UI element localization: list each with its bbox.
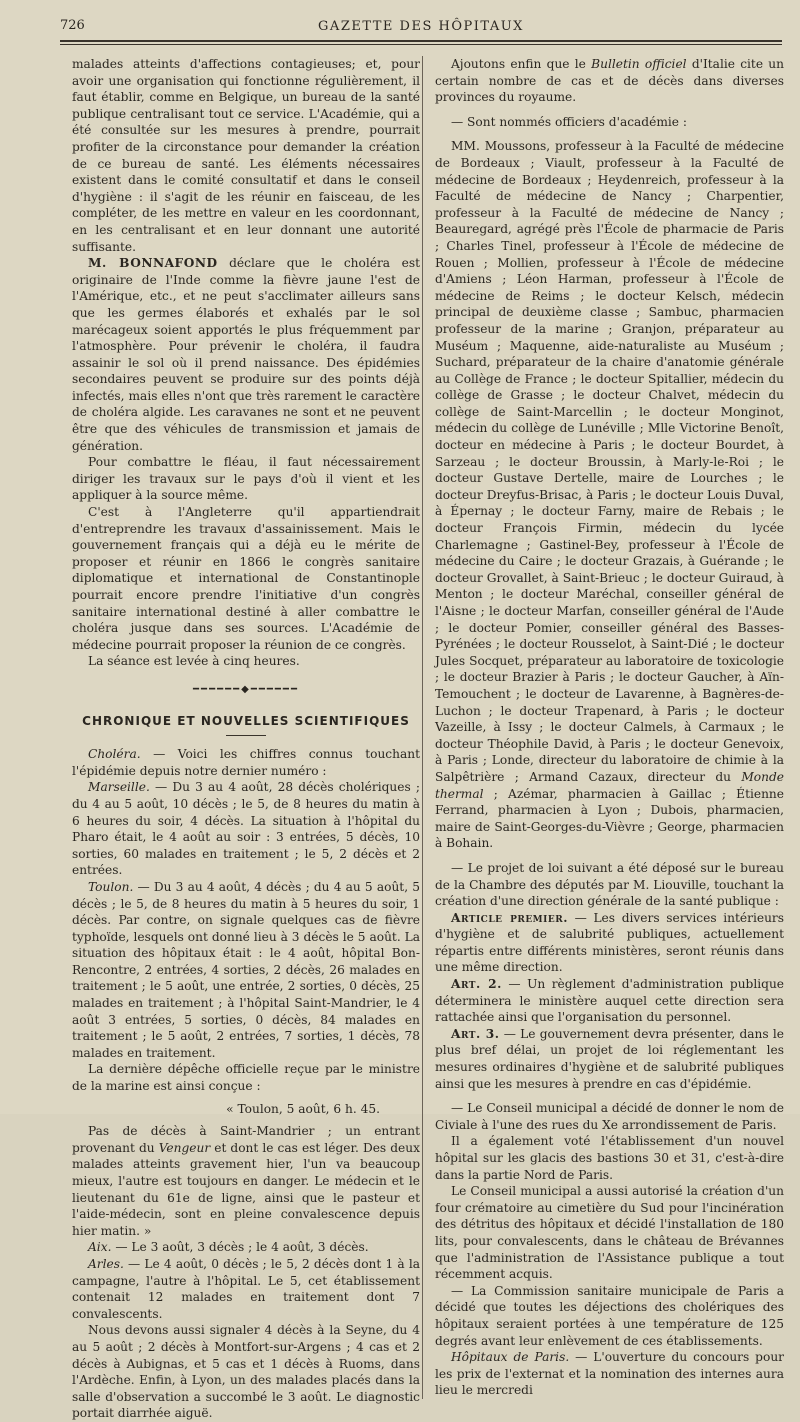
item-label: Marseille. [88,780,150,795]
item-label: Hôpitaux de Paris. [451,1350,570,1365]
paragraph-marseille [72,779,420,879]
item-label: Aix. [88,1240,112,1255]
item-text: — Le 4 août, 0 décès ; le 5, 2 décès dont 1 à la campagne, l'autre à l'hôpital. Le 5, cet établissement contenait 12 malades en traitement dont 7 convalescents. [72,1256,420,1321]
publication-name: Monde thermal [435,769,784,801]
section-rule [226,735,266,736]
article-label: Art. 3. [451,1026,500,1041]
paragraph: Pour combattre le fléau, il faut nécessairement diriger les travaux sur le pays d'où il vient et les appliquer à la source même. [72,455,420,503]
section-title: CHRONIQUE ET NOUVELLES SCIENTIFIQUES [82,713,410,728]
article-label: Art. 2. [451,977,502,992]
paragraph: — Le Conseil municipal a décidé de donner le nom de Civiale à l'une des rues du Xe arrondissement de Paris. [435,1101,784,1132]
paragraph: Il a également voté l'établissement d'un nouvel hôpital sur les glacis des bastions 30 et 31, c'est-à-dire dans la partie Nord de Paris. [435,1134,784,1182]
journal-title: GAZETTE DES HÔPITAUX [318,19,524,34]
page-header [60,10,782,42]
item-text: — Le 3 août, 3 décès ; le 4 août, 3 décès. [111,1240,369,1255]
right-column [422,56,784,1399]
paragraph: — Le projet de loi suivant a été déposé sur le bureau de la Chambre des députés par M. Liouville, touchant la création d'une direction générale de la santé publique : [435,860,784,909]
paragraph-dispatch [72,1123,420,1239]
paragraph-toulon [72,879,420,1062]
article-3 [435,1026,784,1092]
speaker-name: M. BONNAFOND [88,256,218,271]
spacer [435,130,784,138]
paragraph-hopitaux [435,1349,784,1399]
paragraph-bulletin [435,56,784,106]
header-rule [60,44,782,45]
paragraph: Nous devons aussi signaler 4 décès à la Seyne, du 4 au 5 août ; 2 décès à Montfort-sur-Argens ; 4 cas et 2 décès à Aubignas, et 5 cas et 1 décès à Ruoms, dans l'Ardèche. Enfin, à Lyon, un des malades placés dans la salle d'observation a succombé le 3 août. Le diagnostic portait diarrhée aiguë. [72,1323,420,1421]
left-column [72,56,420,1422]
paragraph-aix [72,1239,420,1256]
item-text: — Voici les chiffres connus touchant l'épidémie depuis notre dernier numéro : [72,747,420,778]
paragraph: malades atteints d'affections contagieuses; et, pour avoir une organisation qui fonctionne régulièrement, il faut établir, comme en Belgique, un bureau de la santé publique centralisant tout ce service. L'Académie, qui a été consultée sur les mesures à prendre, pourrait profiter de la circonstance pour demander la création de ce bureau de santé. Les éléments nécessaires existent dans le comité consultatif et dans le conseil d'hygiène : il s'agit de les réunir en faisceau, de les compléter, de les mettre en valeur en les coordonnant, en les centralisant et en leur donnant une autorité suffisante. [72,57,420,254]
article-text: — Les divers services intérieurs d'hygiène et de salubrité publiques, actuellement répartis entre différents ministères, seront réunis dans une même direction. [435,910,784,975]
article-text: — Un règlement d'administration publique déterminera le ministère auquel cette direction sera rattachée ainsi que l'organisation du personnel. [435,977,784,1025]
paragraph-appointments [435,138,784,852]
article-2 [435,976,784,1026]
paragraph: C'est à l'Angleterre qu'il appartiendrait d'entreprendre les travaux d'assainissement. Mais le gouvernement français qui a déjà eu le mérite de proposer et réunir en 1866 le congrès sanitaire diplomatique et international de Constantinople pourrait encore prendre l'initiative d'un congrès sanitaire international destiné à aller combattre le choléra jusque dans ses sources. L'Académie de médecine pourrait proposer la réunion de ce congrès. [72,505,420,652]
paragraph-text: d'Italie cite un certain nombre de cas et de décès dans diverses provinces du royaume. [435,57,784,105]
ship-name: Vengeur [158,1140,211,1155]
item-text: — Du 3 au 4 août, 4 décès ; du 4 au 5 août, 5 décès ; le 5, de 8 heures du matin à 5 heures du soir, 1 décès. Par contre, on signale quelques cas de fièvre typhoïde, lesquels ont donné lieu à 3 décès le 5 août. La situation des hôpitaux était : le 4 août, hôpital Bon-Rencontre, 2 entrées, 4 sorties, 2 décès, 26 malades en traitement ; le 5 août, une entrée, 2 sorties, 0 décès, 25 malades en traitement ; à l'hôpital Saint-Mandrier, le 4 août 3 entrées, 5 sorties, 0 décès, 84 malades en traitement ; le 5 août, 2 entrées, 7 sorties, 1 décès, 78 malades en traitement. [72,879,420,1060]
paragraph-text: déclare que le choléra est originaire de l'Inde comme la fièvre jaune l'est de l'Amérique, etc., et ne peut s'acclimater ailleurs sans que les germes élaborés et exhalés par le sol marécageux soient apportés le plus fréquemment par l'atmosphère. Pour prévenir le choléra, il faudra assainir le sol où il prend naissance. Des épidémies secondaires peuvent se produire sur des points déjà infectés, mais elles n'ont que très rarement le caractère de choléra algide. Les caravanes ne sont et ne peuvent être que des véhicules de transmission et jamais de génération. [72,256,420,453]
spacer [435,1092,784,1100]
paragraph-arles [72,1256,420,1322]
spacer [435,852,784,860]
paragraph-bonnafond [72,255,420,454]
dispatch-text: et dont le cas est léger. Des deux malades atteints gravement hier, l'un va beaucoup mieux, l'autre est toujours en danger. Le médecin et le lieutenant du 61e de ligne, ainsi que le pasteur et l'aide-médecin, sont en pleine convalescence depuis hier matin. » [72,1140,420,1238]
paragraph: La séance est levée à cinq heures. [88,654,300,669]
paragraph: La dernière dépêche officielle reçue par le ministre de la marine est ainsi conçue : [72,1062,420,1094]
paragraph-text: Ajoutons enfin que le [451,57,592,71]
item-label: Arles. [88,1256,124,1271]
page-number: 726 [60,18,85,33]
dispatch-text: Pas de décès à Saint-Mandrier ; un entrant provenant du [72,1124,420,1155]
article-label: Article premier. [451,910,568,925]
item-text: — L'ouverture du concours pour les prix de l'externat et la nomination des internes aura lieu le mercredi [435,1350,784,1398]
section-ornament: ━━━━━━◆━━━━━━ [193,683,299,695]
article-1 [435,910,784,976]
paragraph-cholera [72,746,420,779]
article-text: — Le gouvernement devra présenter, dans le plus bref délai, un projet de loi réglementant les mesures ordinaires d'hygiène et de salubrité publiques ainsi que les mesures à prendre en cas d'épidémie. [435,1026,784,1091]
paragraph: Le Conseil municipal a aussi autorisé la création d'un four crématoire au cimetière du Sud pour l'incinération des détritus des hôpitaux et décidé l'installation de 180 lits, pour convalescents, dans le château de Brévannes que l'administration de l'Assistance publique a tout récemment acquis. [435,1184,784,1282]
item-text: — Du 3 au 4 août, 28 décès cholériques ; du 4 au 5 août, 10 décès ; le 5, de 8 heures du matin à 6 heures du soir, 4 décès. La situation à l'hôpital du Pharo était, le 4 août au soir : 3 entrées, 5 décès, 10 sorties, 60 malades en traitement ; le 5, 2 décès et 2 entrées. [72,780,420,878]
paragraph: — La Commission sanitaire municipale de Paris a décidé que toutes les déjections des cholériques des hôpitaux seraient portées à une température de 125 degrés avant leur enlèvement de ces établissements. [435,1283,784,1348]
paragraph-text: MM. Moussons, professeur à la Faculté de médecine de Bordeaux ; Viault, professeur à la Faculté de médecine de Bordeaux ; Heydenreich, professeur à la Faculté de médecine de Nancy ; Charpentier, professeur à la Faculté de médecine de Nancy ; Beauregard, agrégé près l'École de pharmacie de Paris ; Charles Tinel, professeur à l'École de médecine de Rouen ; Mollien, professeur à l'École de médecine d'Amiens ; Léon Harman, professeur à l'École de médecine de Reims ; le docteur Kelsch, médecin principal de deuxième classe ; Sambuc, pharmacien professeur de la marine ; Granjon, préparateur au Muséum ; Maquenne, aide-naturaliste au Muséum ; Suchard, préparateur de la chaire d'anatomie générale au Collège de France ; le docteur Spitallier, médecin du collège de Grasse ; le docteur Chalvet, médecin du collège de Saint-Marcellin ; le docteur Monginot, médecin du collège de Lunéville ; Mlle Victorine Benoît, docteur en médecine à Paris ; le docteur Bourdet, à Sarzeau ; le docteur Broussin, à Marly-le-Roi ; le docteur Gustave Dertelle, maire de Lourches ; le docteur Dreyfus-Brisac, à Paris ; le docteur Louis Duval, à Épernay ; le docteur Farny, maire de Rebais ; le docteur François Firmin, médecin du lycée Charlemagne ; Gastinel-Bey, professeur à l'École de médecine du Caire ; le docteur Grazais, à Guérande ; le docteur Grovallet, à Saint-Brieuc ; le docteur Guiraud, à Menton ; le docteur Maréchal, conseiller général de l'Aisne ; le docteur Marfan, conseiller général de l'Aude ; le docteur Pomier, conseiller général des Basses-Pyrénées ; le docteur Rousselot, à Saint-Dié ; le docteur Jules Socquet, préparateur au laboratoire de toxicologie ; le docteur Brazier à Paris ; le docteur Gaucher, à Aïn-Temouchent ; le docteur de Lavarenne, à Bagnères-de-Luchon ; le docteur Trapenard, à Paris ; le docteur Vazeille, à Issy ; le docteur Calmels, à Carmaux ; le docteur Théophile David, à Paris ; le docteur Genevoix, à Paris ; Londe, directeur du laboratoire de chimie à la Salpêtrière ; Armand Cazaux, directeur du [435,139,784,784]
dispatch-dateline: « Toulon, 5 août, 6 h. 45. [226,1101,380,1116]
item-label: Toulon. [88,879,134,894]
item-label: Choléra. [88,747,141,762]
paragraph-text: ; Azémar, pharmacien à Gaillac ; Étienne Ferrand, pharmacien à Lyon ; Dubois, pharmacien, maire de Saint-Georges-du-Vièvre ; George, pharmacien à Bohain. [435,786,784,851]
paragraph: — Sont nommés officiers d'académie : [451,114,687,129]
spacer [435,106,784,114]
publication-name: Bulletin officiel [591,57,687,71]
